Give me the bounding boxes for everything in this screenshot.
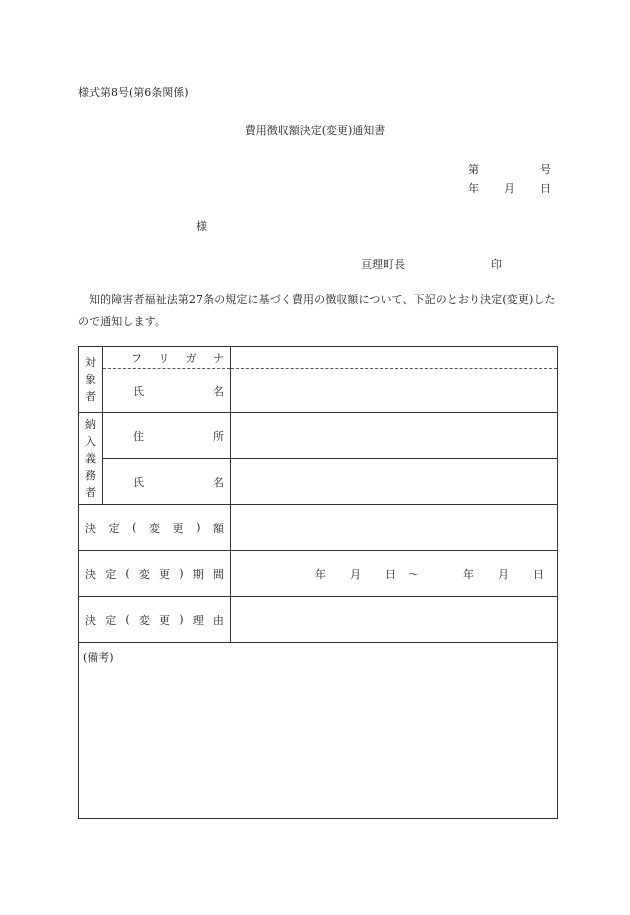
amount-field[interactable] [231,505,558,551]
payer-name-field[interactable] [231,459,558,505]
furigana-label: フ リ ガ ナ [103,347,231,369]
subject-name-field[interactable] [231,369,558,413]
notice-body-text: 知的障害者福祉法第27条の規定に基づく費用の徴収額について、下記のとおり決定(変更)したので通知します。 [78,293,556,328]
date-year: 年 [468,182,479,195]
reason-label: 決 定 ( 変 更 ) 理 由 [79,597,231,643]
date-month: 月 [504,182,515,195]
number-suffix: 号 [540,163,551,176]
furigana-field[interactable] [231,347,558,369]
subject-group-label: 対 象 者 [79,347,103,413]
remarks-area[interactable] [79,643,558,819]
subject-name-label: 氏 名 [103,369,231,413]
payer-group-label: 納 入 義 務 者 [79,413,103,505]
document-title: 費用徴収額決定(変更)通知書 [244,124,386,137]
addressee-honorific: 様 [196,220,207,233]
payer-address-field[interactable] [231,413,558,459]
payer-address-label: 住 所 [103,413,231,459]
reason-field[interactable] [231,597,558,643]
form-number-label: 様式第8号(第6条関係) [78,86,189,99]
amount-label: 決 定 ( 変 更 ) 額 [79,505,231,551]
seal-mark: 印 [491,258,502,271]
issuer-name: 亘理町長 [361,258,405,271]
date-day: 日 [540,182,551,195]
remarks-label: (備考) [83,651,114,664]
notice-table [78,346,558,819]
period-field[interactable]: 年 月 日 〜 年 月 日 [231,551,558,597]
payer-name-label: 氏 名 [103,459,231,505]
period-label: 決 定 ( 変 更 ) 期 間 [79,551,231,597]
number-prefix: 第 [468,163,479,176]
